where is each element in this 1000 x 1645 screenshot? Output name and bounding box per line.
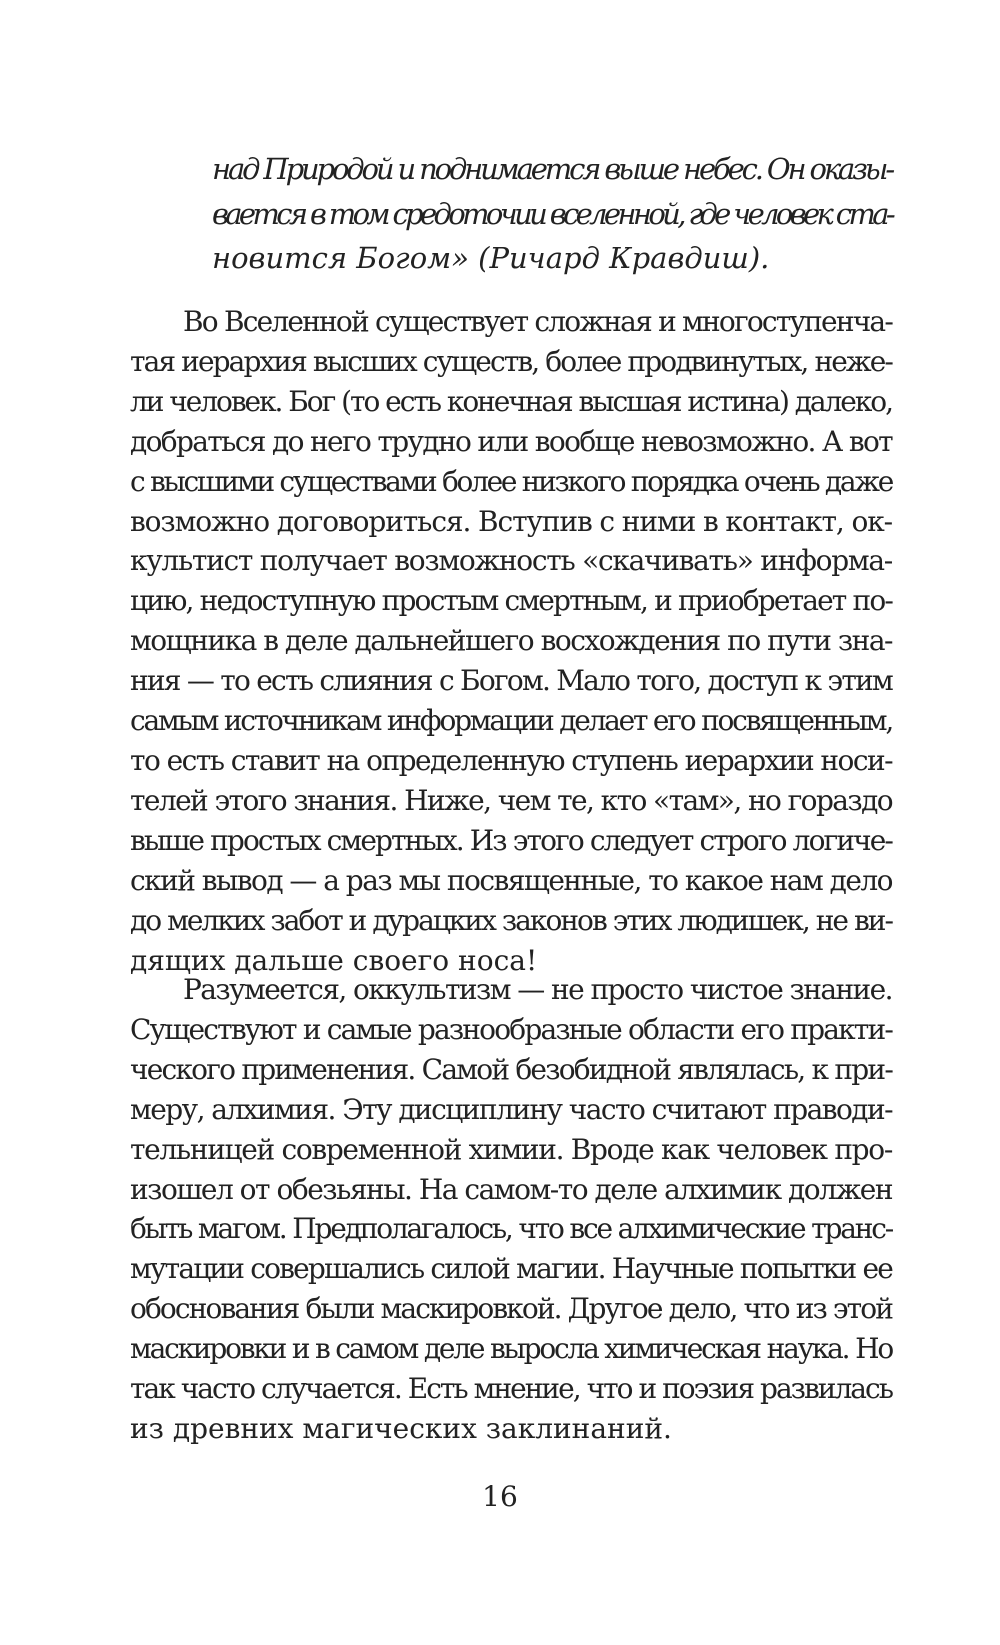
text-line: так часто случается. Есть мнение, что и поэзия развилась bbox=[130, 1372, 892, 1406]
text-line: ли человек. Бог (то есть конечная высшая истина) далеко, bbox=[130, 384, 892, 418]
text-line: дящих дальше своего носа! bbox=[130, 943, 538, 977]
text-line: телей этого знания. Ниже, чем те, кто «там», но гораздо bbox=[130, 783, 892, 817]
quote-line: над Природой и поднимается выше небес. Он оказы- bbox=[212, 152, 892, 186]
paragraph-1 bbox=[130, 302, 892, 980]
text-line: из древних магических заклинаний. bbox=[130, 1411, 672, 1445]
text-line: меру, алхимия. Эту дисциплину часто считают праводи- bbox=[130, 1092, 892, 1126]
text-line: ский вывод — а раз мы посвященные, то какое нам дело bbox=[130, 863, 892, 897]
quote-line: вается в том средоточии вселенной, где человек ста- bbox=[212, 196, 892, 231]
text-line: тельницей современной химии. Вроде как человек про- bbox=[130, 1132, 892, 1166]
text-line: ческого применения. Самой безобидной являлась, к при- bbox=[130, 1052, 893, 1086]
text-line: тая иерархия высших существ, более продвинутых, неже- bbox=[130, 344, 892, 378]
text-line: Во Вселенной существует сложная и многоступенча- bbox=[183, 305, 892, 338]
text-line: изошел от обезьяны. На самом-то деле алхимик должен bbox=[130, 1172, 892, 1206]
text-line: самым источникам информации делает его посвященным, bbox=[130, 704, 892, 738]
text-line: мощника в деле дальнейшего восхождения по пути зна- bbox=[130, 624, 893, 658]
text-line: до мелких забот и дурацких законов этих людишек, не ви- bbox=[130, 903, 892, 937]
text-line: ния — то есть слияния с Богом. Мало того, доступ к этим bbox=[130, 664, 892, 698]
quote-block bbox=[212, 147, 892, 281]
page-number: 16 bbox=[482, 1480, 518, 1513]
text-line: возможно договориться. Вступив с ними в контакт, ок- bbox=[130, 504, 892, 538]
text-line: мутации совершались силой магии. Научные попытки ее bbox=[130, 1252, 892, 1286]
text-line: быть магом. Предполагалось, что все алхимические транс- bbox=[130, 1212, 892, 1246]
quote-line: новится Богом» (Ричард Кравдиш). bbox=[212, 241, 770, 275]
paragraph-2 bbox=[130, 970, 892, 1449]
text-line: Разумеется, оккультизм — не просто чистое знание. bbox=[183, 973, 892, 1006]
text-line: маскировки и в самом деле выросла химическая наука. Но bbox=[130, 1332, 892, 1366]
text-line: добраться до него трудно или вообще невозможно. А вот bbox=[130, 424, 892, 458]
text-line: Существуют и самые разнообразные области его практи- bbox=[130, 1012, 892, 1046]
text-line: с высшими существами более низкого порядка очень даже bbox=[130, 464, 892, 498]
text-line: культист получает возможность «скачивать» информа- bbox=[130, 544, 892, 578]
text-line: то есть ставит на определенную ступень иерархии носи- bbox=[130, 743, 892, 777]
text-line: обоснования были маскировкой. Другое дело, что из этой bbox=[130, 1292, 892, 1326]
text-line: выше простых смертных. Из этого следует строго логиче- bbox=[130, 823, 892, 857]
text-line: цию, недоступную простым смертным, и приобретает по- bbox=[130, 584, 892, 618]
